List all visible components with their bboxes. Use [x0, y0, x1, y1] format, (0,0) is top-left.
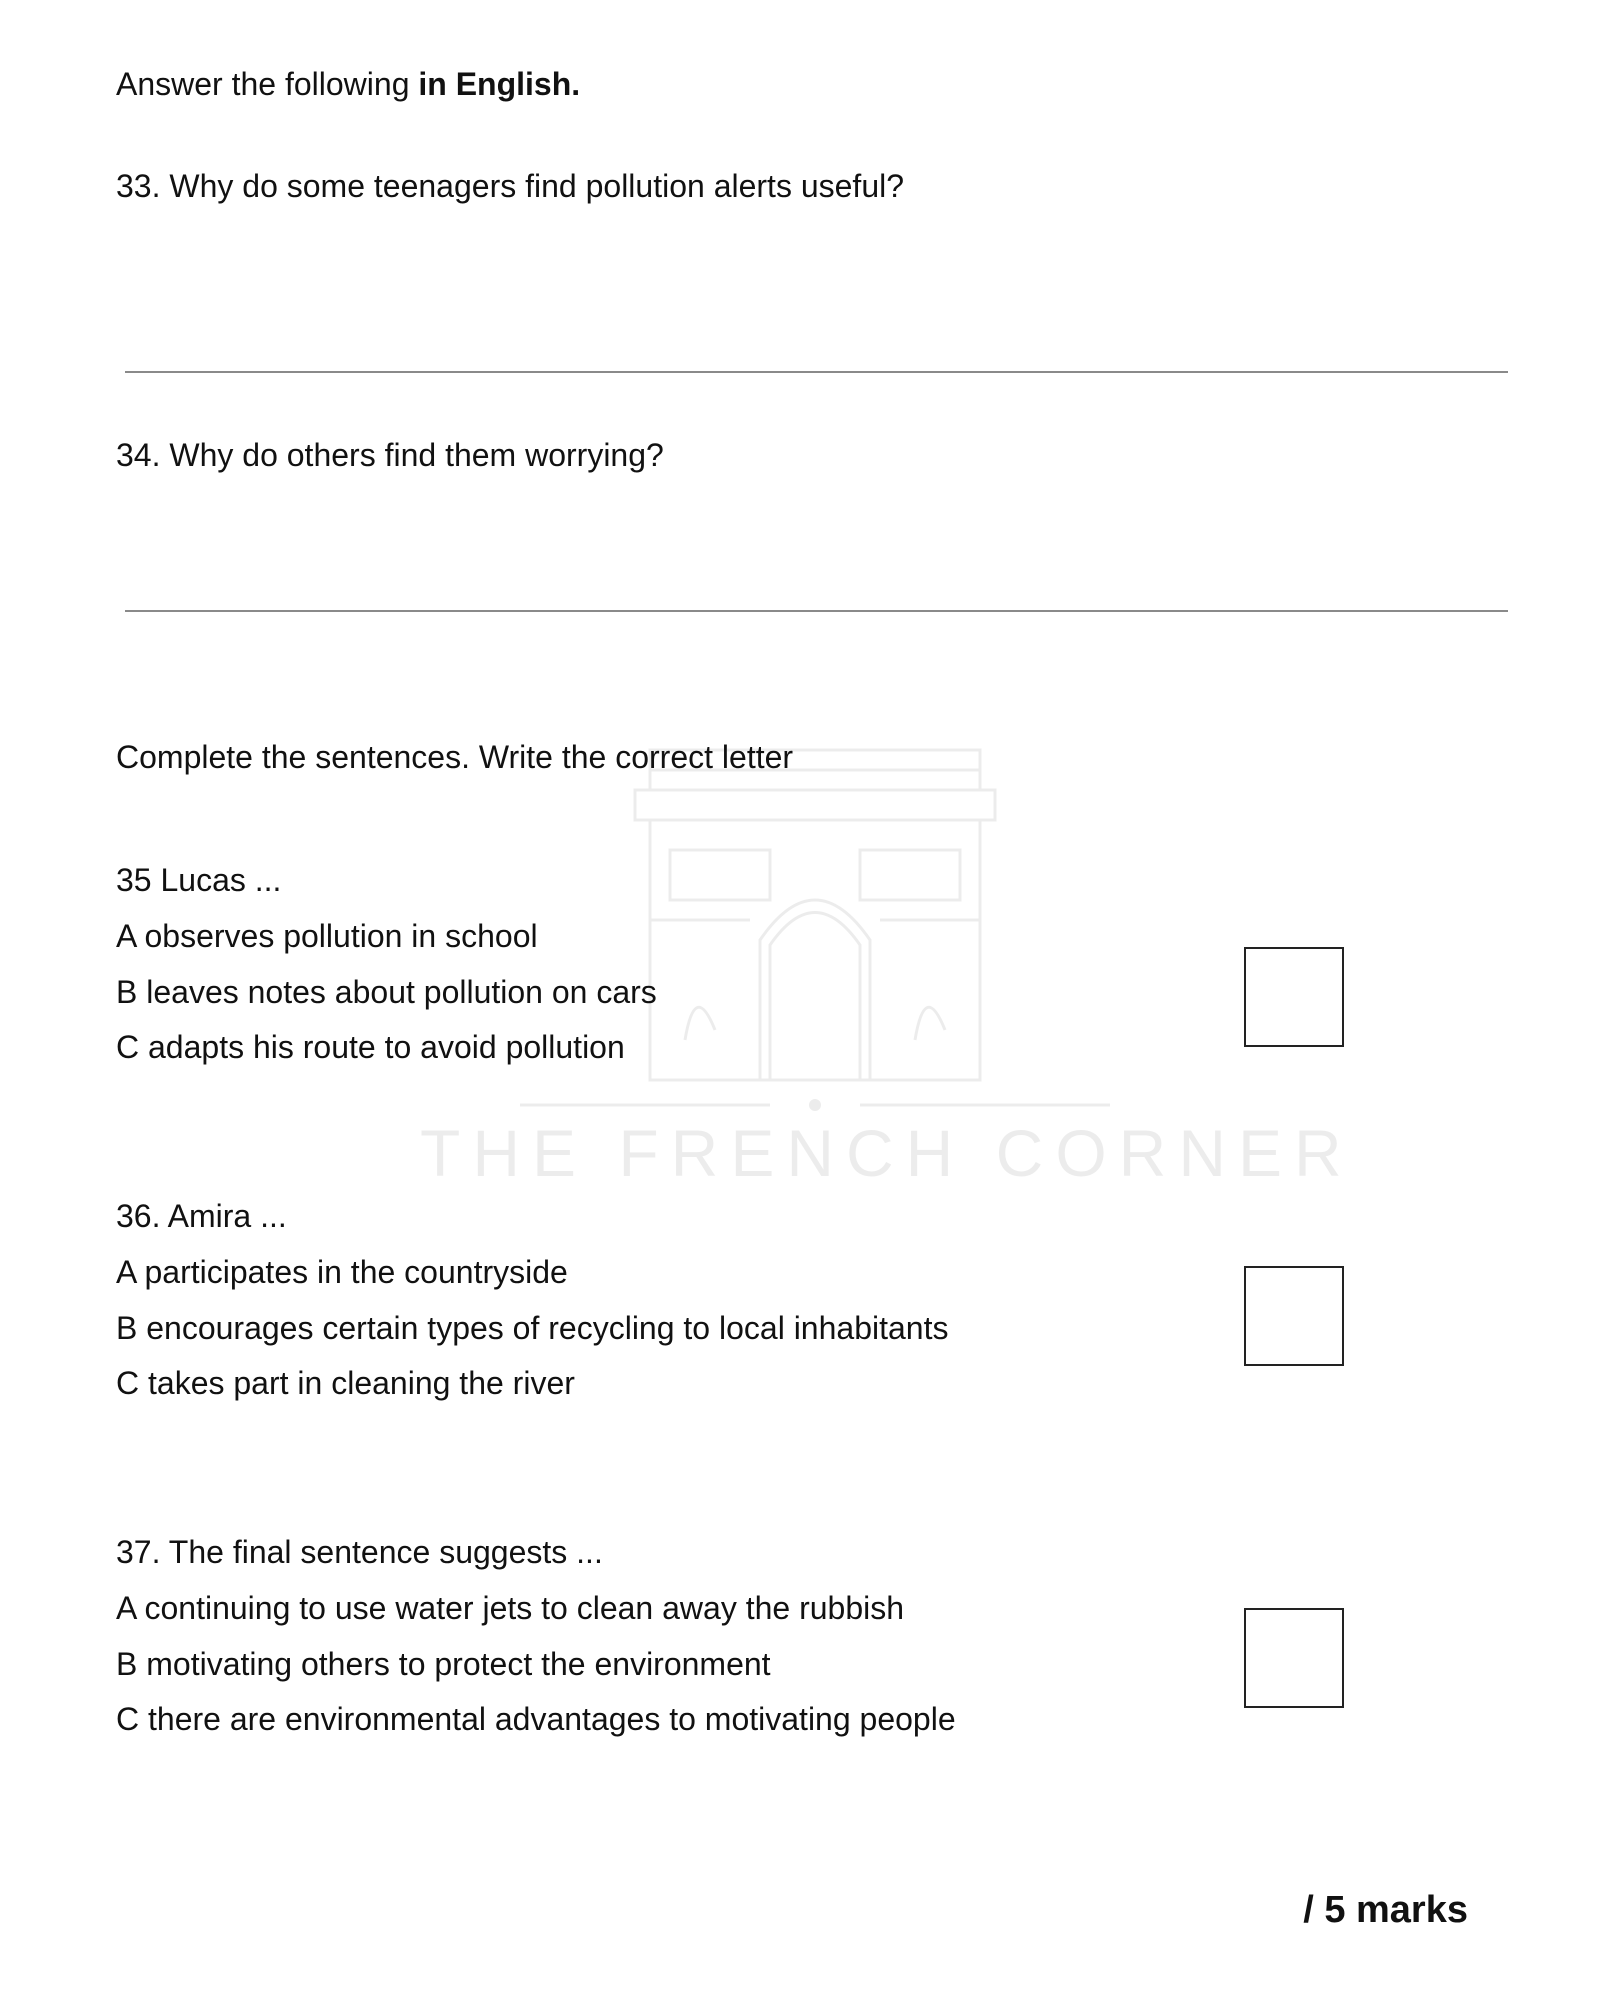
instruction-english-prefix: Answer the following — [116, 66, 419, 102]
instruction-complete: Complete the sentences. Write the correct letter — [116, 739, 794, 775]
question-36-option-a: A participates in the countryside — [116, 1254, 568, 1290]
question-37-option-c: C there are environmental advantages to motivating people — [116, 1701, 956, 1737]
instruction-english-bold: in English. — [418, 66, 581, 102]
question-37-option-b: B motivating others to protect the environment — [116, 1646, 771, 1682]
question-35-option-b: B leaves notes about pollution on cars — [116, 974, 657, 1010]
question-36-stem: 36. Amira ... — [116, 1198, 287, 1234]
answer-box-36[interactable] — [1244, 1266, 1344, 1366]
arc-de-triomphe-icon — [420, 740, 1354, 1200]
answer-line-33[interactable] — [125, 371, 1508, 373]
answer-line-34[interactable] — [125, 610, 1508, 612]
question-35-option-a: A observes pollution in school — [116, 918, 538, 954]
question-33: 33. Why do some teenagers find pollution alerts useful? — [116, 168, 905, 204]
question-36-option-b: B encourages certain types of recycling to local inhabitants — [116, 1310, 949, 1346]
question-37-option-a: A continuing to use water jets to clean away the rubbish — [116, 1590, 905, 1626]
answer-box-35[interactable] — [1244, 947, 1344, 1047]
question-35-stem: 35 Lucas ... — [116, 862, 282, 898]
watermark-text: THE FRENCH CORNER — [420, 1116, 1354, 1190]
watermark — [420, 740, 1354, 1200]
question-36-option-c: C takes part in cleaning the river — [116, 1365, 575, 1401]
question-34: 34. Why do others find them worrying? — [116, 437, 664, 473]
question-37-stem: 37. The final sentence suggests ... — [116, 1534, 603, 1570]
marks-total: / 5 marks — [1303, 1889, 1468, 1931]
question-35-option-c: C adapts his route to avoid pollution — [116, 1029, 625, 1065]
answer-box-37[interactable] — [1244, 1608, 1344, 1708]
instruction-english — [116, 64, 580, 104]
